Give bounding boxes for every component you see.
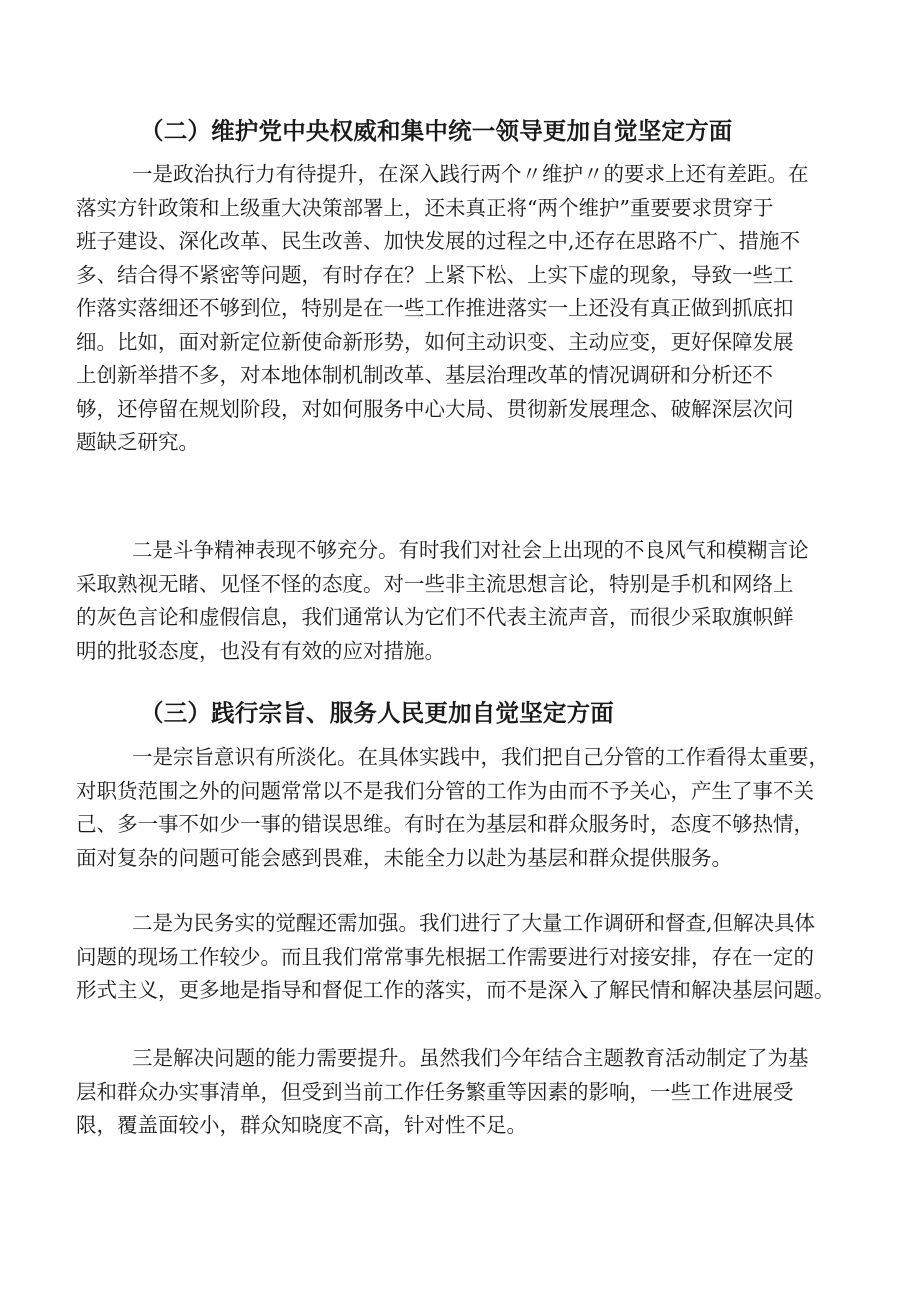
paragraph-line: 班子建设、深化改革、民生改善、加快发展的过程之中,还存在思路不广、措施不 (76, 229, 801, 253)
paragraph-line: 对职货范围之外的问题常常以不是我们分管的工作为由而不予关心，产生了事不关 (76, 778, 814, 803)
paragraph-line: 题缺乏研究。 (76, 430, 199, 454)
paragraph-line: 细。比如，面对新定位新使命新形势，如何主动识变、主动应变，更好保障发展 (76, 329, 794, 354)
paragraph-fighting-spirit (76, 534, 809, 668)
paragraph-pragmatic-awareness (76, 907, 835, 1008)
paragraph-line: 一是政治执行力有待提升，在深入践行两个〃维护〃的要求上还有差距。在 (132, 162, 809, 186)
paragraph-line: 落实方针政策和上级重大决策部署上，还未真正将“两个维护”重要要求贯穿于 (76, 195, 774, 220)
paragraph-line: 己、多一事不如少一事的错误思维。有时在为基层和群众服务时，态度不够热情， (76, 812, 814, 836)
paragraph-line: 作落实落细还不够到位，特别是在一些工作推进落实一上还没有真正做到抓底扣 (76, 296, 794, 320)
paragraph-line: 限，覆盖面较小，群众知晓度不高，针对性不足。 (76, 1113, 527, 1137)
paragraph-line: 问题的现场工作较少。而且我们常常事先根据工作需要进行对接安排，存在一定的 (76, 944, 814, 969)
section-heading-2: （二）维护党中央权威和集中统一领导更加自觉坚定方面 (140, 117, 733, 145)
paragraph-line: 层和群众办实事清单，但受到当前工作任务繁重等因素的影响，一些工作进展受 (76, 1079, 794, 1104)
paragraph-line: 形式主义，更多地是指导和督促工作的落实，而不是深入了解民情和解决基层问题。 (76, 978, 835, 1002)
paragraph-line: 二是为民务实的觉醒还需加强。我们进行了大量工作调研和督查,但解决具体 (132, 911, 816, 935)
paragraph-line: 面对复杂的问题可能会感到畏难，未能全力以赴为基层和群众提供服务。 (76, 845, 732, 870)
section-heading-3: （三）践行宗旨、服务人民更加自觉坚定方面 (140, 699, 614, 727)
paragraph-line: 够，还停留在规划阶段，对如何服务中心大局、贯彻新发展理念、破解深层次问 (76, 396, 794, 421)
paragraph-line: 上创新举措不多，对本地体制机制改革、基层治理改革的情况调研和分析还不 (76, 363, 773, 387)
paragraph-line: 明的批驳态度，也没有有效的应对措施。 (76, 638, 445, 663)
paragraph-line: 多、结合得不紧密等问题，有时存在？上紧下松、上实下虚的现象，导致一些工 (76, 262, 794, 287)
paragraph-line: 二是斗争精神表现不够充分。有时我们对社会上出现的不良风气和模糊言论 (132, 538, 809, 562)
paragraph-line: 一是宗旨意识有所淡化。在具体实践中，我们把自己分管的工作看得太重要， (132, 745, 829, 769)
paragraph-problem-solving (76, 1042, 809, 1143)
paragraph-line: 三是解决问题的能力需要提升。虽然我们今年结合主题教育活动制定了为基 (132, 1046, 809, 1070)
paragraph-line: 的灰色言论和虚假信息，我们通常认为它们不代表主流声音，而很少采取旗帜鲜 (76, 605, 794, 629)
paragraph-purpose-awareness (76, 741, 829, 875)
paragraph-political-execution (76, 158, 809, 460)
paragraph-line: 采取熟视无睹、见怪不怪的态度。对一些非主流思想言论，特别是手机和网络上 (76, 571, 794, 596)
